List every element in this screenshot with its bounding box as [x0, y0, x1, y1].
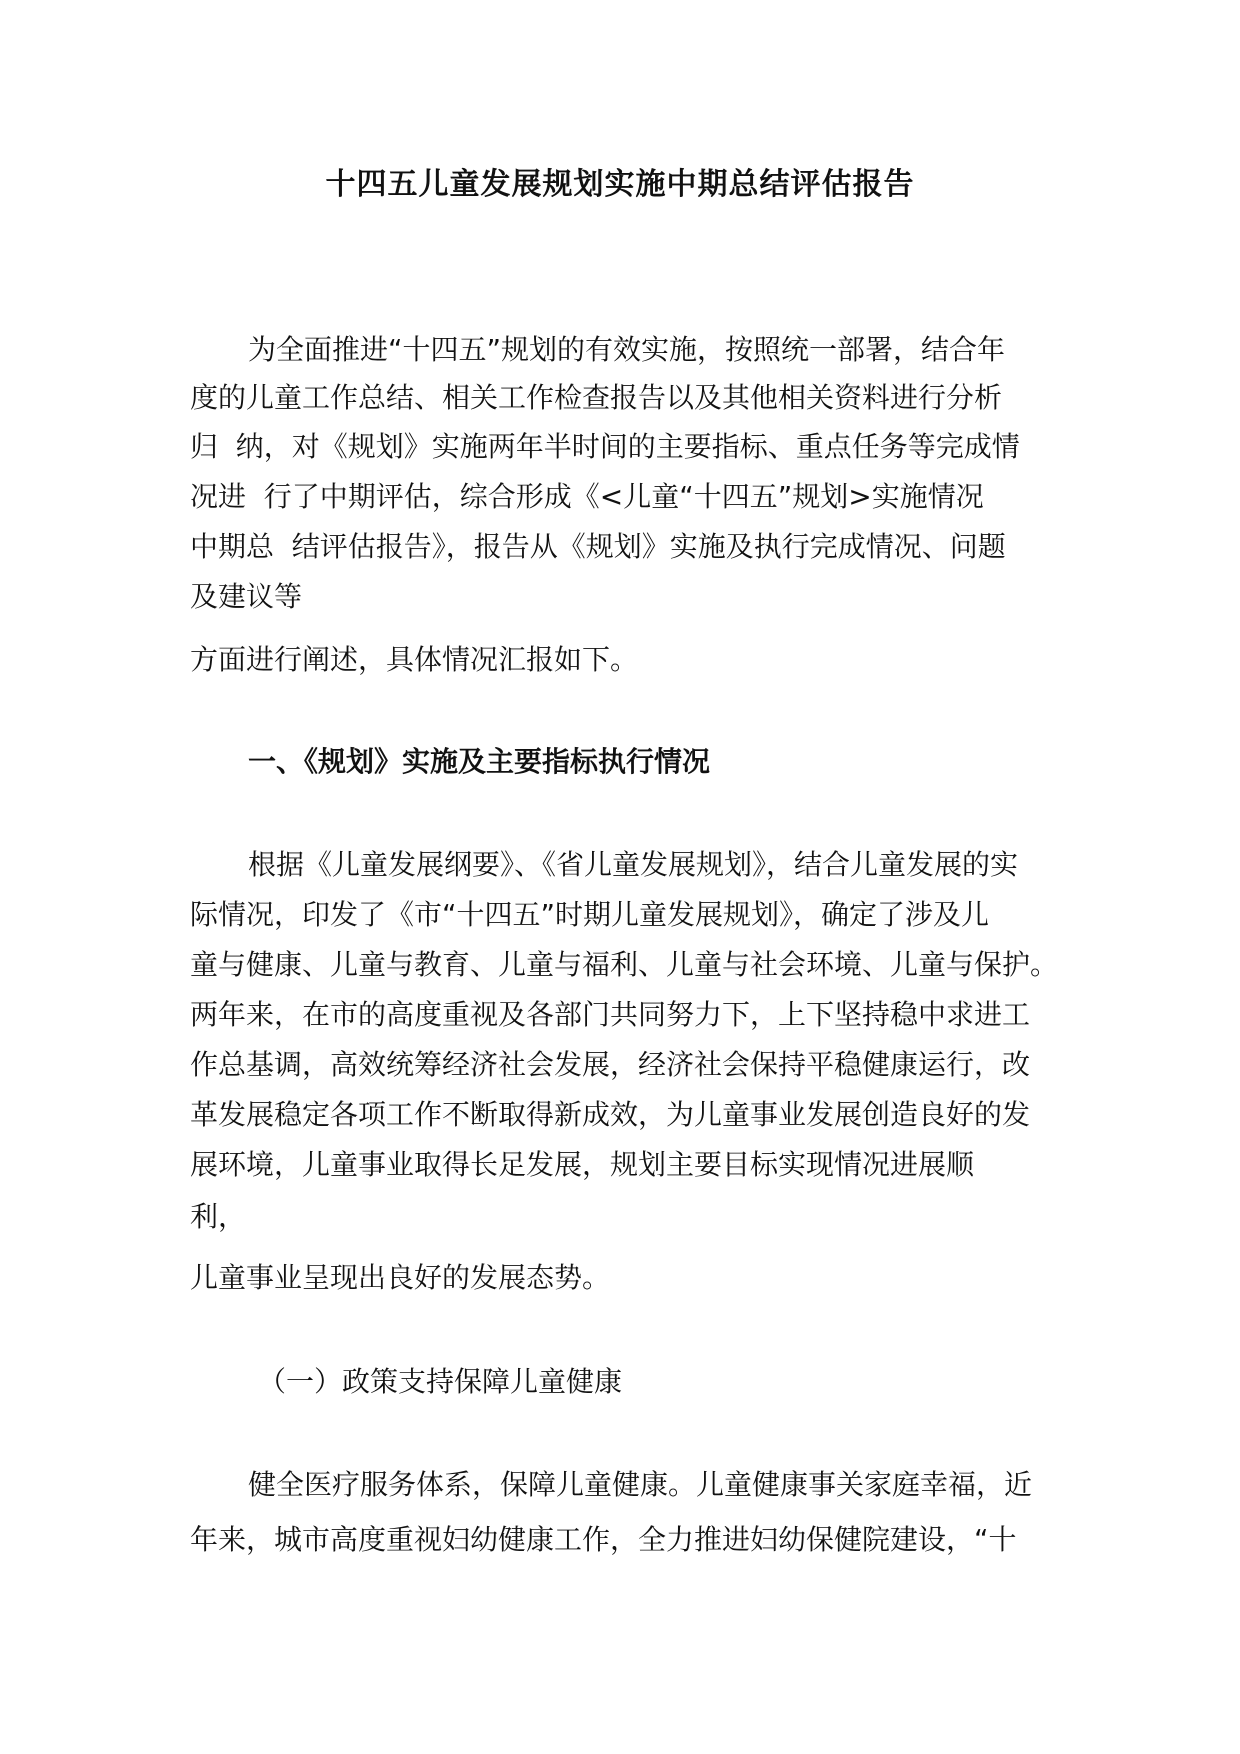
intro-line: 中期总 结评估报告》，报告从《规划》实施及执行完成情况、问题: [190, 530, 1006, 563]
section1-line: 作总基调，高效统筹经济社会发展，经济社会保持平稳健康运行，改: [190, 1048, 1031, 1081]
document-title: 十四五儿童发展规划实施中期总结评估报告: [325, 167, 915, 202]
intro-line: 方面进行阐述，具体情况汇报如下。: [190, 643, 639, 676]
section1-line: 儿童事业呈现出良好的发展态势。: [190, 1261, 611, 1294]
section1-line: 际情况，印发了《市“十四五”时期儿童发展规划》，确定了涉及儿: [190, 898, 990, 931]
intro-line: 及建议等: [190, 580, 303, 613]
section1-line: 根据《儿童发展纲要》、《省儿童发展规划》，结合儿童发展的实: [248, 848, 1019, 881]
section-heading: 一、《规划》实施及主要指标执行情况: [248, 745, 711, 778]
section1-line: 革发展稳定各项工作不断取得新成效，为儿童事业发展创造良好的发: [190, 1098, 1031, 1131]
subsection-heading: （一）政策支持保障儿童健康: [258, 1365, 623, 1398]
intro-line: 况进 行了中期评估，综合形成《<儿童“十四五”规划>实施情况: [190, 480, 984, 513]
subsection1-line: 年来，城市高度重视妇幼健康工作，全力推进妇幼保健院建设，“十: [190, 1523, 1017, 1556]
intro-line: 归 纳，对《规划》实施两年半时间的主要指标、重点任务等完成情: [190, 430, 1020, 463]
intro-line: 为全面推进“十四五”规划的有效实施，按照统一部署，结合年: [248, 333, 1006, 366]
section1-line: 童与健康、儿童与教育、儿童与福利、儿童与社会环境、儿童与保护。: [190, 948, 1059, 981]
intro-line: 度的儿童工作总结、相关工作检查报告以及其他相关资料进行分析: [190, 381, 1003, 414]
subsection1-line: 健全医疗服务体系，保障儿童健康。儿童健康事关家庭幸福，近: [248, 1468, 1033, 1501]
section1-line: 两年来，在市的高度重视及各部门共同努力下，上下坚持稳中求进工: [190, 998, 1031, 1031]
section1-line: 利，: [190, 1200, 247, 1233]
section1-line: 展环境，儿童事业取得长足发展，规划主要目标实现情况进展顺: [190, 1148, 975, 1181]
